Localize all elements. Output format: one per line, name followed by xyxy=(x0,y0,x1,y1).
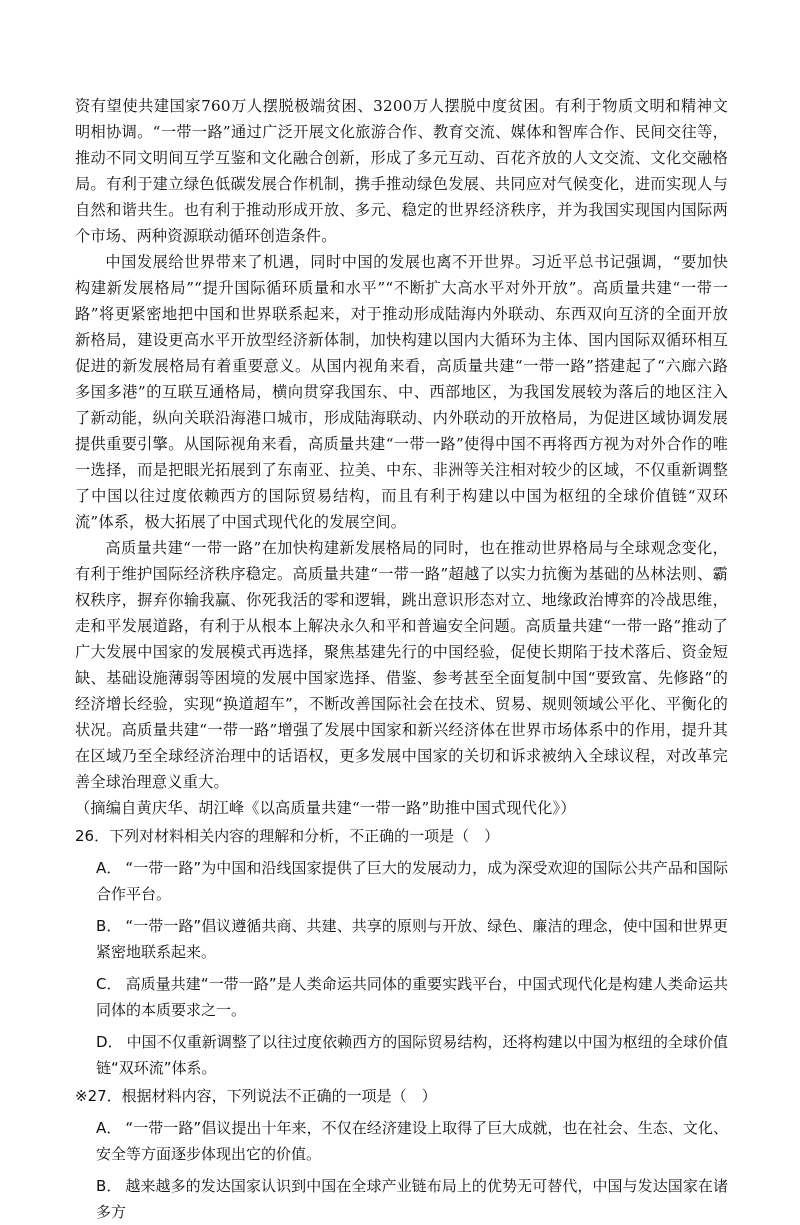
option-text: “一带一路”倡议遵循共商、共建、共享的原则与开放、绿色、廉洁的理念，使中国和世界更紧密地联系起来。 xyxy=(96,917,729,961)
option-letter: B． xyxy=(96,917,122,935)
reading-passage xyxy=(75,93,728,821)
option-c xyxy=(75,971,728,1023)
option-text: 越来越多的发达国家认识到中国在全球产业链布局上的优势无可替代，中国与发达国家在诸多方 xyxy=(96,1177,728,1221)
option-a xyxy=(75,855,728,907)
question-27 xyxy=(75,1083,728,1225)
option-b xyxy=(75,913,728,965)
passage-paragraph: 中国发展给世界带来了机遇，同时中国的发展也离不开世界。习近平总书记强调，“要加快构建新发展格局”“提升国际循环质量和水平”“不断扩大高水平对外开放”。高质量共建“一带一路”将更紧密地把中国和世界联系起来，对于推动形成陆海内外联动、东西双向互济的全面开放新格局，建设更高水平开放型经济新体制，加快构建以国内大循环为主体、国内国际双循环相互促进的新发展格局有着重要意义。从国内视角来看，高质量共建“一带一路”搭建起了“六廊六路多国多港”的互联互通格局，横向贯穿我国东、中、西部地区，为我国发展较为落后的地区注入了新动能，纵向关联沿海港口城市，形成陆海联动、内外联动的开放格局，为促进区域协调发展提供重要引擎。从国际视角来看，高质量共建“一带一路”使得中国不再将西方视为对外合作的唯一选择，而是把眼光拓展到了东南亚、拉美、中东、非洲等关注相对较少的区域，不仅重新调整了中国以往过度依赖西方的国际贸易结构，而且有利于构建以中国为枢纽的全球价值链“双环流”体系，极大拓展了中国式现代化的发展空间。 xyxy=(75,253,728,531)
option-b xyxy=(75,1173,728,1225)
question-stem: ※27．根据材料内容，下列说法不正确的一项是（ ） xyxy=(75,1087,437,1105)
option-letter: C． xyxy=(96,975,122,993)
passage-paragraph: 资有望使共建国家760万人摆脱极端贫困、3200万人摆脱中度贫困。有利于物质文明和精神文明相协调。“一带一路”通过广泛开展文化旅游合作、教育交流、媒体和智库合作、民间交往等，推动不同文明间互学互鉴和文化融合创新，形成了多元互动、百花齐放的人文交流、文化交融格局。有利于建立绿色低碳发展合作机制，携手推动绿色发展、共同应对气候变化，进而实现人与自然和谐共生。也有利于推动形成开放、多元、稳定的世界经济秩序，并为我国实现国内国际两个市场、两种资源联动循环创造条件。 xyxy=(75,97,728,245)
option-text: “一带一路”为中国和沿线国家提供了巨大的发展动力，成为深受欢迎的国际公共产品和国际合作平台。 xyxy=(96,859,729,903)
option-text: 高质量共建“一带一路”是人类命运共同体的重要实践平台，中国式现代化是构建人类命运共同体的本质要求之一。 xyxy=(96,975,728,1019)
option-letter: B． xyxy=(96,1177,122,1195)
passage-paragraph: 高质量共建“一带一路”在加快构建新发展格局的同时，也在推动世界格局与全球观念变化，有利于维护国际经济秩序稳定。高质量共建“一带一路”超越了以实力抗衡为基础的丛林法则、霸权秩序，摒弃你输我赢、你死我活的零和逻辑，跳出意识形态对立、地缘政治博弈的冷战思维，走和平发展道路，有利于从根本上解决永久和平和普遍安全问题。高质量共建“一带一路”推动了广大发展中国家的发展模式再选择，聚焦基建先行的中国经验，促使长期陷于技术落后、资金短缺、基础设施薄弱等困境的发展中国家选择、借鉴、参考甚至全面复制中国“要致富、先修路”的经济增长经验，实现“换道超车”，不断改善国际社会在技术、贸易、规则领域公平化、平衡化的状况。高质量共建“一带一路”增强了发展中国家和新兴经济体在世界市场体系中的作用，提升其在区域乃至全球经济治理中的话语权，更多发展中国家的关切和诉求被纳入全球议程，对改革完善全球治理意义重大。 xyxy=(75,539,728,791)
option-text: 中国不仅重新调整了以往过度依赖西方的国际贸易结构，还将构建以中国为枢纽的全球价值链“双环流”体系。 xyxy=(96,1033,728,1077)
option-a xyxy=(75,1115,728,1167)
question-26 xyxy=(75,823,728,1081)
option-d xyxy=(75,1029,728,1081)
option-text: “一带一路”倡议提出十年来，不仅在经济建设上取得了巨大成就，也在社会、生态、文化、安全等方面逐步体现出它的价值。 xyxy=(96,1119,729,1163)
option-letter: A． xyxy=(96,1119,122,1137)
option-letter: A． xyxy=(96,859,122,877)
option-letter: D． xyxy=(96,1033,123,1051)
passage-source-citation: （摘编自黄庆华、胡江峰《以高质量共建“一带一路”助推中国式现代化》） xyxy=(75,799,576,817)
question-stem: 26．下列对材料相关内容的理解和分析，不正确的一项是（ ） xyxy=(75,827,500,845)
